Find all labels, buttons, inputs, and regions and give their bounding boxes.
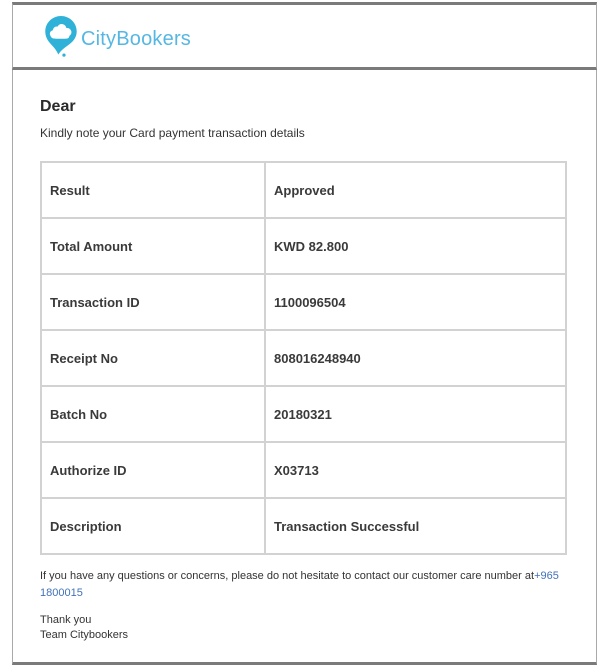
row-label: Receipt No — [41, 330, 265, 386]
greeting-text: Dear — [40, 98, 76, 115]
row-value: 808016248940 — [265, 330, 566, 386]
citybookers-logo — [44, 14, 191, 58]
signoff — [40, 613, 569, 643]
customer-care-note — [40, 568, 577, 602]
row-label: Batch No — [41, 386, 265, 442]
row-value: 20180321 — [265, 386, 566, 442]
row-label: Total Amount — [41, 218, 265, 274]
row-label: Description — [41, 498, 265, 554]
row-value: Transaction Successful — [265, 498, 566, 554]
table-row — [41, 330, 566, 386]
table-row — [41, 442, 566, 498]
customer-care-text: If you have any questions or concerns, please do not hesitate to contact our customer care number at — [40, 570, 535, 582]
table-row — [41, 274, 566, 330]
signoff-thanks: Thank you — [40, 614, 92, 626]
table-row — [41, 218, 566, 274]
table-row — [41, 386, 566, 442]
email-header — [12, 2, 597, 70]
intro-text: Kindly note your Card payment transaction details — [40, 126, 305, 140]
table-row — [41, 162, 566, 218]
signoff-team: Team Citybookers — [40, 629, 129, 641]
cloud-drop-pin-icon — [44, 14, 78, 58]
customer-care-phone-link[interactable]: +965 1800015 — [40, 570, 559, 599]
row-label: Result — [41, 162, 265, 218]
brand-name: CityBookers — [81, 27, 192, 50]
transaction-details-table — [40, 161, 567, 555]
row-value: Approved — [265, 162, 566, 218]
row-label: Transaction ID — [41, 274, 265, 330]
transaction-table-body — [41, 162, 566, 554]
row-value: KWD 82.800 — [265, 218, 566, 274]
row-value: 1100096504 — [265, 274, 566, 330]
table-row — [41, 498, 566, 554]
row-label: Authorize ID — [41, 442, 265, 498]
email-body — [12, 70, 597, 665]
row-value: X03713 — [265, 442, 566, 498]
email-container — [12, 2, 597, 665]
